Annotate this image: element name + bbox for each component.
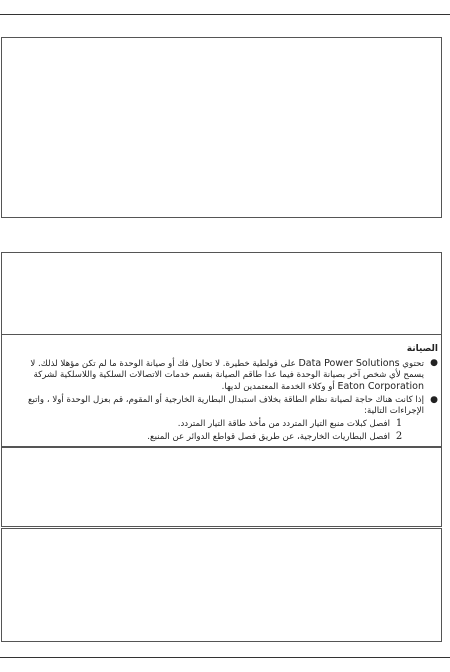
step-number: 2 [395,431,403,442]
bullet-text: تحتوي Data Power Solutions على فولطية خطيرة. لا تحاول فك أو صيانة الوحدة ما لم تكن مؤهلا لذلك. لا يسمح لأي شخص آخر بصيانة الوحدة فيما عدا طاقم الصيانة بقسم خدمات الاتصالات السلكية واللاسلكية لشركة Eaton Corporation أو وكلاء الخدمة المعتمدين لديها. [30,358,424,392]
top-rule [0,14,450,15]
step-text: افصل كبلات منبع التيار المتردد من مأخذ طاقة التيار المتردد. [177,419,390,429]
step-text: افصل البطاريات الخارجية، عن طريق فصل قواطع الدوائر عن المنبع. [147,432,390,442]
content-frame [1,334,442,447]
empty-frame-4 [1,528,442,642]
empty-frame-3 [1,447,442,527]
bullet-text: إذا كانت هناك حاجة لصيانة نظام الطاقة بخلاف استبدال البطارية الخارجية أو المقوم، قم بعزل الوحدة أولا ، واتبع الإجراءات التالية: [27,395,424,416]
step-number: 1 [395,418,403,429]
bullet-icon: ● [430,395,438,405]
empty-frame-2 [1,252,442,335]
bottom-rule [0,657,450,658]
bullet-icon: ● [430,358,438,368]
section-heading: الصيانة [406,344,438,354]
empty-frame-1 [1,37,442,218]
